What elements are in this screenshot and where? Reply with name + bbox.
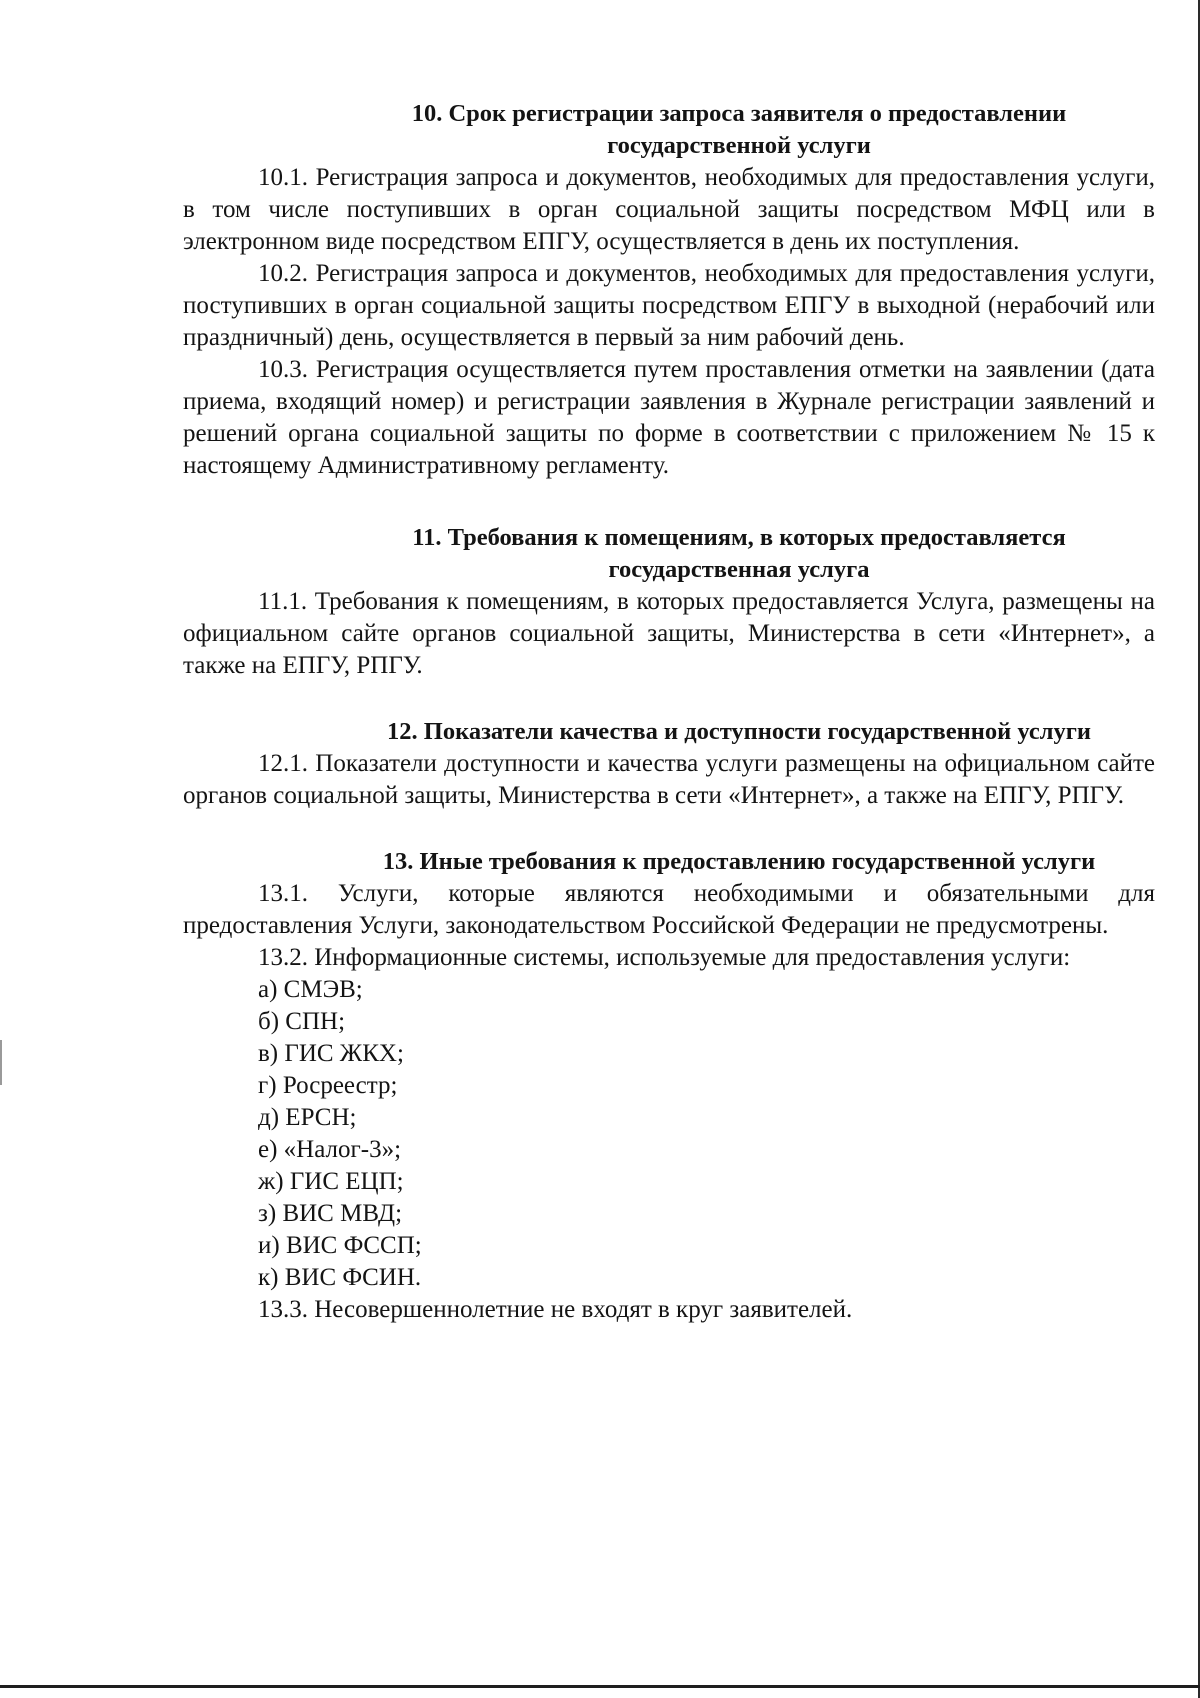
section-heading: 12. Показатели качества и доступности государственной услуги: [387, 718, 1091, 745]
document-body: [183, 98, 1155, 1326]
list-item: в) ГИС ЖКХ;: [258, 1040, 404, 1067]
paragraph-13-1: 13.1. Услуги, которые являются необходимыми и обязательными для предоставления Услуги, законодательством Российской Федерации не предусмотрены.: [183, 880, 1155, 939]
list-item: з) ВИС МВД;: [258, 1200, 403, 1227]
paragraph-10-3: 10.3. Регистрация осуществляется путем проставления отметки на заявлении (дата приема, входящий номер) и регистрации заявления в Журнале регистрации заявлений и решений органа социальной защиты по форме в соответствии с приложением № 15 к настоящему Административному регламенту.: [183, 356, 1155, 479]
paragraph-11-1: 11.1. Требования к помещениям, в которых предоставляется Услуга, размещены на официальном сайте органов социальной защиты, Министерства в сети «Интернет», а также на ЕПГУ, РПГУ.: [183, 588, 1155, 679]
list-item: г) Росреестр;: [258, 1072, 398, 1099]
page-edge-bottom: [0, 1685, 1200, 1688]
list-item: к) ВИС ФСИН.: [258, 1264, 422, 1291]
list-item: д) ЕРСН;: [258, 1104, 357, 1131]
paragraph-13-3: 13.3. Несовершеннолетние не входят в круг заявителей.: [258, 1296, 853, 1323]
section-10: [183, 98, 1155, 482]
list-item: е) «Налог-3»;: [258, 1136, 402, 1163]
paragraph-10-1: 10.1. Регистрация запроса и документов, необходимых для предоставления услуги, в том числе поступивших в орган социальной защиты посредством МФЦ или в электронном виде посредством ЕПГУ, осуществляется в день их поступления.: [183, 164, 1155, 255]
section-heading: 13. Иные требования к предоставлению государственной услуги: [382, 848, 1096, 875]
information-systems-list: [183, 974, 1155, 1294]
paragraph-10-2: 10.2. Регистрация запроса и документов, необходимых для предоставления услуги, поступивших в орган социальной защиты посредством ЕПГУ в выходной (нерабочий или праздничный) день, осуществляется в первый за ним рабочий день.: [183, 260, 1155, 351]
list-item: и) ВИС ФССП;: [258, 1232, 422, 1259]
paragraph-12-1: 12.1. Показатели доступности и качества услуги размещены на официальном сайте органов социальной защиты, Министерства в сети «Интернет», а также на ЕПГУ, РПГУ.: [183, 750, 1155, 809]
section-heading: 11. Требования к помещениям, в которых предоставляется государственная услуга: [412, 524, 1066, 583]
paragraph-13-2: 13.2. Информационные системы, используемые для предоставления услуги:: [258, 944, 1071, 971]
page-edge-left-mark: [0, 1040, 2, 1085]
section-heading: 10. Срок регистрации запроса заявителя о предоставлении государственной услуги: [411, 100, 1067, 159]
section-12: [183, 716, 1155, 812]
list-item: б) СПН;: [258, 1008, 346, 1035]
section-11: [183, 522, 1155, 682]
section-13: [183, 846, 1155, 1326]
list-item: ж) ГИС ЕЦП;: [258, 1168, 404, 1195]
list-item: а) СМЭВ;: [258, 976, 363, 1003]
